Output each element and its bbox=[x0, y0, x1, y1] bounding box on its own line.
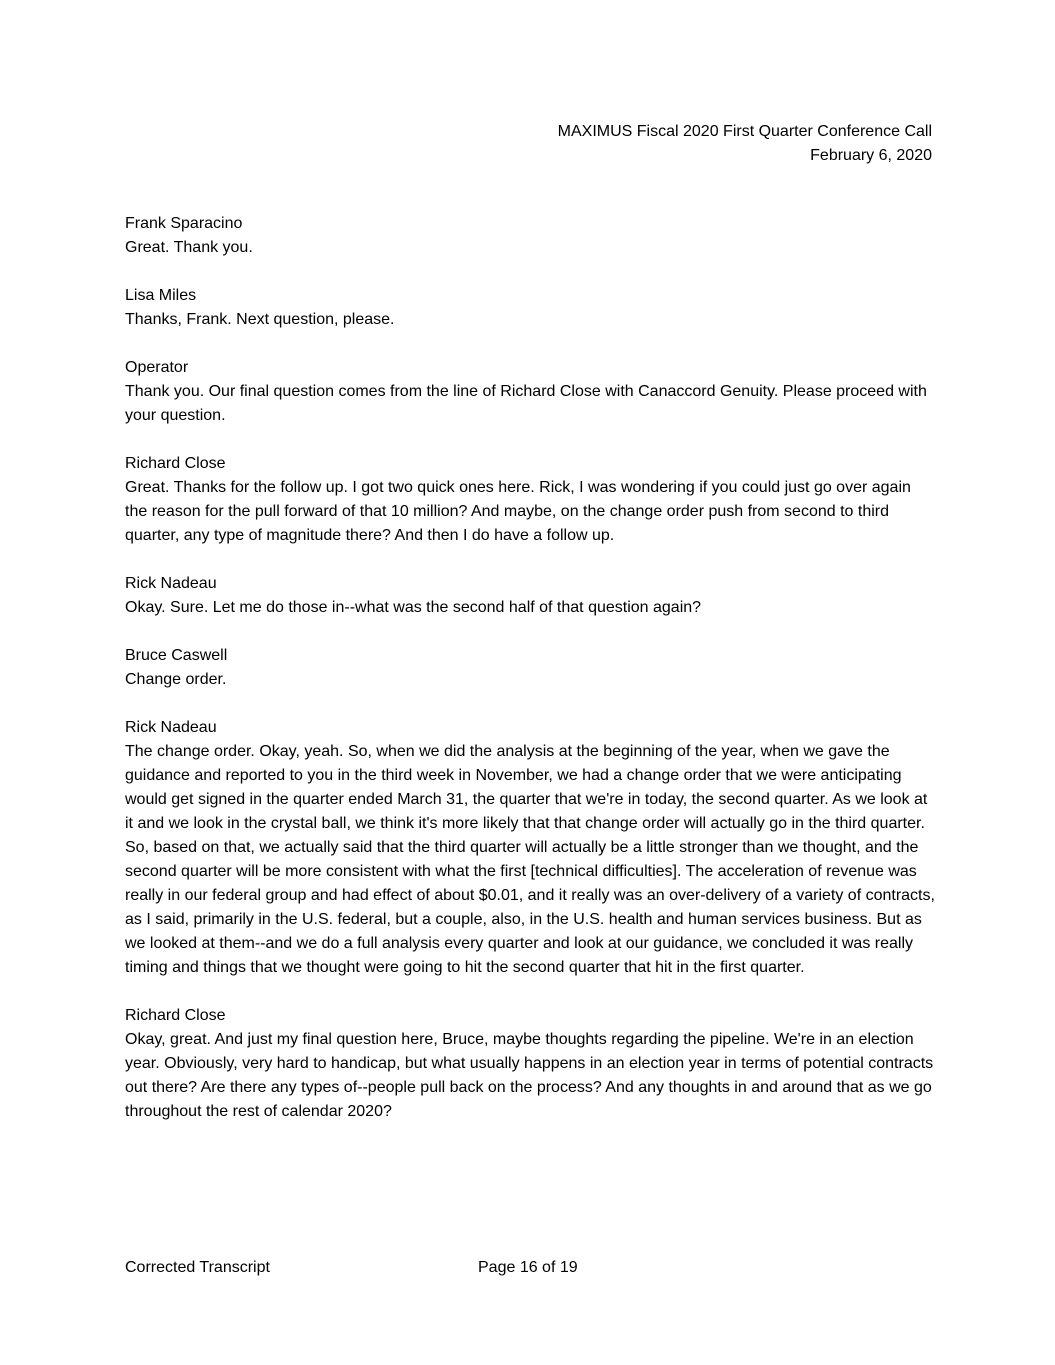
speaker-name: Operator bbox=[125, 359, 189, 376]
speaker-name: Frank Sparacino bbox=[125, 215, 243, 232]
speaker-name: Lisa Miles bbox=[125, 287, 197, 304]
speaker-text: Thank you. Our final question comes from the line of Richard Close with Canaccord Genuity. Please proceed with your question. bbox=[125, 383, 927, 424]
speaker-text: Okay. Sure. Let me do those in--what was the second half of that question again? bbox=[125, 599, 702, 616]
speech-block bbox=[125, 572, 937, 620]
speaker-name: Richard Close bbox=[125, 1007, 226, 1024]
document-title: MAXIMUS Fiscal 2020 First Quarter Conference Call bbox=[557, 123, 932, 140]
speech-block bbox=[125, 356, 937, 428]
speech-block bbox=[125, 284, 937, 332]
speaker-name: Rick Nadeau bbox=[125, 575, 217, 592]
speaker-name: Bruce Caswell bbox=[125, 647, 228, 664]
speech-block bbox=[125, 212, 937, 260]
speaker-text: Great. Thank you. bbox=[125, 239, 253, 256]
transcript-body bbox=[125, 212, 937, 1148]
document-footer bbox=[0, 1256, 1055, 1280]
speaker-text: The change order. Okay, yeah. So, when we did the analysis at the beginning of the year, when we gave the guidance and reported to you in the third week in November, we had a change order that we were anticipating would get signed in the quarter ended March 31, the quarter that we're in today, the second quarter. As we look at it and we look in the crystal ball, we think it's more likely that that change order will actually go in the third quarter. So, based on that, we actually said that the third quarter will actually be a little stronger than we thought, and the second quarter will be more consistent with what the first [technical difficulties]. The acceleration of revenue was really in our federal group and had effect of about $0.01, and it really was an over-delivery of a variety of contracts, as I said, primarily in the U.S. federal, but a couple, also, in the U.S. health and human services business. But as we looked at them--and we do a full analysis every quarter and look at our guidance, we concluded it was really timing and things that we thought were going to hit the second quarter that hit in the first quarter. bbox=[125, 743, 935, 976]
speech-block bbox=[125, 644, 937, 692]
speaker-name: Rick Nadeau bbox=[125, 719, 217, 736]
speaker-text: Okay, great. And just my final question here, Bruce, maybe thoughts regarding the pipeline. We're in an election year. Obviously, very hard to handicap, but what usually happens in an election year in terms of potential contracts out there? Are there any types of--people pull back on the process? And any thoughts in and around that as we go throughout the rest of calendar 2020? bbox=[125, 1031, 934, 1120]
speaker-text: Great. Thanks for the follow up. I got two quick ones here. Rick, I was wondering if you could just go over again the reason for the pull forward of that 10 million? And maybe, on the change order push from second to third quarter, any type of magnitude there? And then I do have a follow up. bbox=[125, 479, 911, 544]
speaker-text: Change order. bbox=[125, 671, 227, 688]
footer-transcript-type: Corrected Transcript bbox=[125, 1259, 270, 1276]
speech-block bbox=[125, 716, 937, 980]
document-header bbox=[125, 120, 932, 168]
speaker-text: Thanks, Frank. Next question, please. bbox=[125, 311, 395, 328]
speaker-name: Richard Close bbox=[125, 455, 226, 472]
speech-block bbox=[125, 452, 937, 548]
footer-page-number: Page 16 of 19 bbox=[478, 1259, 578, 1276]
speech-block bbox=[125, 1004, 937, 1124]
document-date: February 6, 2020 bbox=[810, 147, 932, 164]
